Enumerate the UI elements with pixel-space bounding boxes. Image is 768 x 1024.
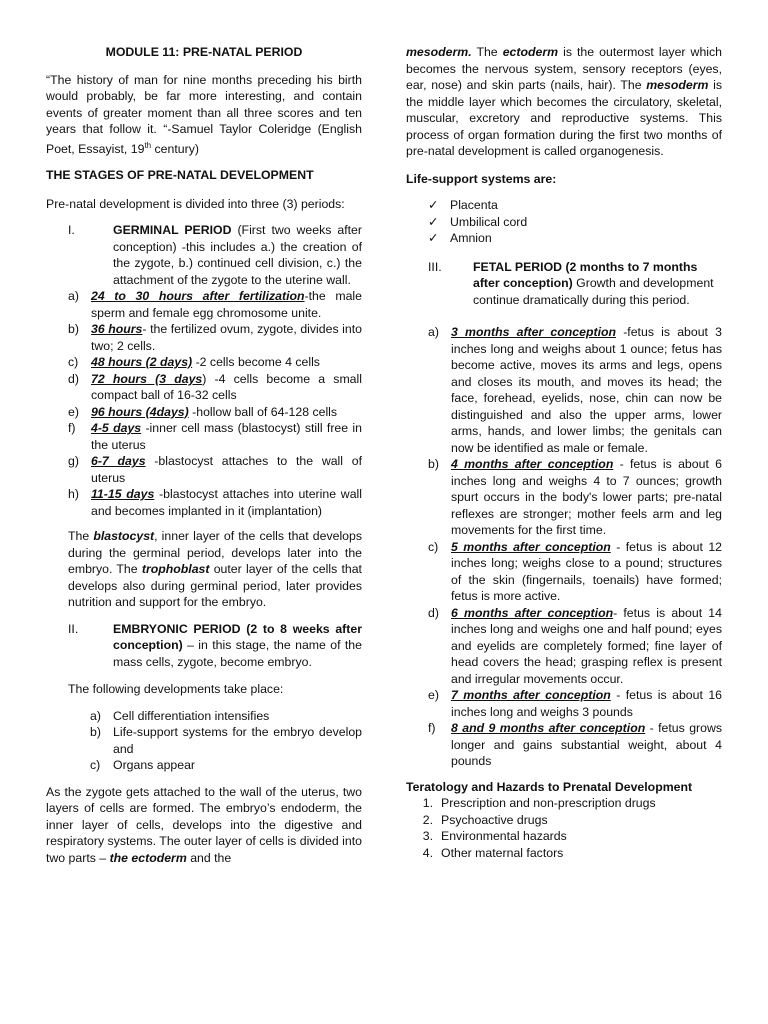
list-item: 2. Psychoactive drugs	[406, 812, 722, 829]
fetal-list	[428, 324, 722, 770]
list-item: b) 36 hours- the fertilized ovum, zygote, divides into two; 2 cells.	[68, 322, 362, 353]
right-column	[406, 44, 722, 861]
list-item: 4. Other maternal factors	[406, 845, 722, 862]
timing-term: 48 hours (2 days)	[91, 355, 193, 370]
list-label: e)	[68, 404, 79, 419]
list-item: c) Organs appear	[90, 758, 196, 773]
zygote-paragraph: As the zygote gets attached to the wall of the uterus, two layers of cells are formed. The embryo’s endoderm, the inner layer of cells, develops into the digestive and respiratory systems. The outer layer of cells is divided into two parts – the ectoderm and the	[46, 784, 362, 865]
following-developments: The following developments take place:	[68, 682, 284, 697]
list-item: 3. Environmental hazards	[406, 828, 722, 845]
germinal-period: I. GERMINAL PERIOD (First two weeks after conception) -this includes a.) the creation of the zygote, b.) continued cell division, c.) the attachment of the zygote to the uterine wall.	[68, 223, 362, 287]
checkmark-icon: ✓	[428, 198, 439, 212]
list-label: h)	[68, 487, 79, 502]
list-label: c)	[90, 758, 101, 773]
timing-term: 72 hours (3 days	[91, 371, 203, 386]
stages-heading: THE STAGES OF PRE-NATAL DEVELOPMENT	[46, 168, 314, 183]
list-item: d) 72 hours (3 days) -4 cells become a small compact ball of 16-32 cells	[68, 371, 362, 403]
list-item: e) 7 months after conception - fetus is about 16 inches long and weighs 3 pounds	[428, 688, 722, 719]
timing-term: 11-15 days	[91, 487, 155, 502]
list-item: f) 8 and 9 months after conception - fetus grows longer and gains substantial weight, about 4 pounds	[428, 721, 722, 768]
life-support-heading: Life-support systems are:	[406, 171, 557, 186]
list-item: ✓ Umbilical cord	[428, 214, 528, 229]
list-item: ✓ Amnion	[428, 231, 492, 245]
list-label: d)	[68, 371, 79, 386]
list-item: d) 6 months after conception- fetus is about 14 inches long and weighs one and half pound; eyes and eyelids are completely formed; fine layer of head covers the head; grasping reflex is present and irregular movements occur.	[428, 605, 722, 686]
checkmark-icon: ✓	[428, 231, 439, 245]
teratology-heading: Teratology and Hazards to Prenatal Development	[406, 779, 693, 794]
list-label: c)	[68, 355, 79, 370]
teratology-list	[406, 795, 722, 861]
timing-term: 3 months after conception	[451, 325, 617, 339]
germ-layers-paragraph: mesoderm. The ectoderm is the outermost layer which becomes the nervous system, sensory receptors (eyes, ear, nose) and skin parts (nails, hair). The mesoderm is the middle layer which becomes the circulatory, skeletal, muscular, excretory and reproductive systems. This process of organ formation during the first two months of pre-natal development is called organogenesis.	[406, 45, 722, 158]
list-label: b)	[428, 457, 439, 471]
list-label: a)	[428, 325, 439, 339]
list-label: f)	[428, 721, 436, 735]
list-item: a) Cell differentiation intensifies	[90, 708, 270, 723]
list-item: a) 24 to 30 hours after fertilization-the male sperm and female egg chromosome unite.	[68, 289, 362, 320]
list-label: d)	[428, 605, 439, 620]
list-item: g) 6-7 days -blastocyst attaches to the wall of uterus	[68, 454, 363, 485]
timing-term: 4-5 days	[91, 421, 142, 436]
stages-intro: Pre-natal development is divided into three (3) periods:	[46, 196, 345, 211]
list-label: f)	[68, 421, 76, 436]
list-number: 3.	[422, 829, 433, 843]
list-item: c) 48 hours (2 days) -2 cells become 4 cells	[68, 355, 320, 370]
opening-quote: “The history of man for nine months preceding his birth would probably, be far more interesting, and contain events of greater moment than all three scores and ten years that follow it. “-Samuel Taylor Coleridge (English Poet, Essayist, 19th century)	[46, 72, 362, 156]
blastocyst-paragraph: The blastocyst, inner layer of the cells that develops during the germinal period, develops later into the embryo. The trophoblast outer layer of the cells that develops also during germinal period, later provides nutrition and support for the embryo.	[68, 529, 363, 610]
list-label: c)	[428, 539, 439, 554]
list-item: c) 5 months after conception - fetus is about 12 inches long; weighs close to a pound; structures of the skin (fingernails, toenails) have formed; fetus is more active.	[428, 539, 722, 603]
list-item: ✓ Placenta	[428, 198, 498, 212]
checkmark-icon: ✓	[428, 214, 439, 229]
list-item: h) 11-15 days -blastocyst attaches into uterine wall and becomes implanted in it (implantation)	[68, 487, 362, 518]
timing-term: 7 months after conception	[451, 688, 611, 702]
roman-numeral: I.	[68, 223, 75, 238]
timing-term: 8 and 9 months after conception	[451, 721, 646, 735]
embryonic-period: II. EMBRYONIC PERIOD (2 to 8 weeks after conception) – in this stage, the name of the mass cells, zygote, become embryo.	[68, 621, 362, 669]
roman-numeral: III.	[428, 259, 442, 274]
list-item: e) 96 hours (4days) -hollow ball of 64-128 cells	[68, 404, 338, 419]
list-label: b)	[68, 322, 79, 337]
module-title: MODULE 11: PRE-NATAL PERIOD	[105, 45, 303, 59]
list-label: b)	[90, 725, 101, 740]
life-support-list	[428, 197, 722, 247]
timing-term: 96 hours (4days)	[91, 404, 189, 419]
timing-term: 5 months after conception	[451, 539, 611, 554]
list-item: f) 4-5 days -inner cell mass (blastocyst) still free in the uterus	[68, 421, 362, 452]
timing-term: 24 to 30 hours after fertilization	[91, 289, 305, 304]
list-item: a) 3 months after conception -fetus is about 3 inches long and weighs about 1 ounce; fetus has become active, moves its arms and legs, opens and closes its mouth, and moves its head; the face, forehead, eyelids, nose, chin can now be distinguished and also the upper arms, lower arms, hands, and lower limbs; the genitals can now be identified as male or female.	[428, 325, 722, 455]
timing-term: 6-7 days	[91, 454, 146, 469]
list-item: b) 4 months after conception - fetus is about 6 inches long and weighs 4 to 7 ounces; growth spurt occurs in the body's lower parts; pre-natal reflexes are stronger; mother feels arm and leg movements for the first time.	[428, 457, 722, 537]
list-number: 4.	[422, 845, 433, 860]
list-item: b) Life-support systems for the embryo develop and	[90, 725, 362, 756]
embryonic-list	[90, 708, 362, 774]
list-item: 1. Prescription and non-prescription drugs	[406, 795, 722, 812]
list-number: 2.	[422, 812, 433, 827]
list-label: g)	[68, 454, 79, 469]
list-number: 1.	[422, 796, 433, 810]
fetal-period: III. FETAL PERIOD (2 months to 7 months after conception) Growth and development continue dramatically during this period.	[428, 259, 714, 307]
list-label: e)	[428, 688, 439, 702]
list-label: a)	[68, 289, 79, 304]
left-column	[46, 44, 362, 866]
germinal-list	[68, 288, 362, 519]
list-label: a)	[90, 708, 101, 723]
timing-term: 4 months after conception	[451, 457, 614, 471]
roman-numeral: II.	[68, 621, 79, 636]
timing-term: 6 months after conception	[451, 605, 614, 620]
timing-term: 36 hours	[91, 322, 143, 337]
